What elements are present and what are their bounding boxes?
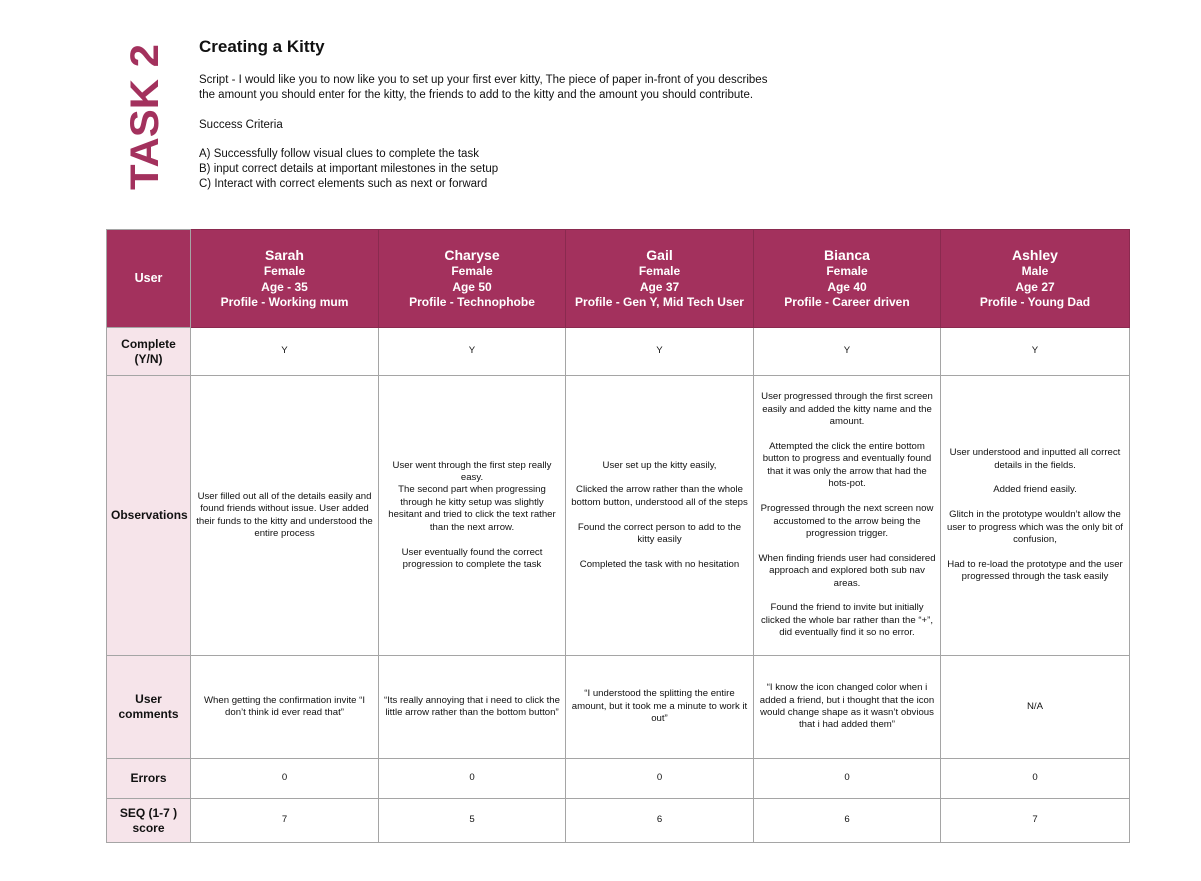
user-age: Age 50 bbox=[452, 279, 492, 294]
observation-paragraph: When finding friends user had considered approach and explored both sub nav areas. bbox=[758, 552, 936, 589]
task-label-text: TASK 2 bbox=[123, 50, 167, 190]
criteria-item: C) Interact with correct elements such as next or forward bbox=[199, 178, 488, 191]
script-line: the amount you should enter for the kitty, the friends to add to the kitty and the amount you should contribute. bbox=[199, 88, 754, 101]
user-profile: Profile - Gen Y, Mid Tech User bbox=[575, 295, 744, 310]
user-name: Bianca bbox=[824, 247, 870, 264]
user-header-row bbox=[107, 230, 1130, 328]
row-header-complete-line: (Y/N) bbox=[134, 351, 163, 366]
observation-paragraph: User progressed through the first screen easily and added the kitty name and the amount. bbox=[761, 391, 933, 428]
user-name: Charyse bbox=[444, 247, 500, 264]
user-age: Age 27 bbox=[1015, 279, 1055, 294]
user-header-ashley bbox=[941, 230, 1130, 328]
user-gender: Female bbox=[826, 264, 868, 279]
user-name: Ashley bbox=[1012, 247, 1058, 264]
observations-cell bbox=[379, 376, 566, 656]
comment-cell: “Its really annoying that i need to click the little arrow rather than the bottom button” bbox=[379, 656, 566, 759]
task-label bbox=[118, 40, 174, 192]
observation-paragraph: Completed the task with no hesitation bbox=[579, 558, 740, 570]
user-header-gail bbox=[566, 230, 754, 328]
errors-cell: 0 bbox=[941, 759, 1130, 799]
observation-paragraph: User went through the first step really easy. The second part when progressing through he kitty setup was slightly hesitant and tried to click the text rather than the next arrow. bbox=[388, 459, 556, 533]
errors-row bbox=[107, 759, 1130, 799]
user-header-charyse bbox=[379, 230, 566, 328]
observation-paragraph: Glitch in the prototype wouldn’t allow the user to progress which was the only bit of confusion, bbox=[947, 509, 1123, 546]
user-header-bianca bbox=[754, 230, 941, 328]
criteria-item: A) Successfully follow visual clues to complete the task bbox=[199, 148, 479, 161]
seq-cell: 7 bbox=[941, 799, 1130, 843]
observation-paragraph: Attempted the click the entire bottom button to progress and eventually found that it was only the arrow that had the hots-pot. bbox=[762, 441, 932, 490]
observation-paragraph: User eventually found the correct progression to complete the task bbox=[401, 546, 543, 570]
user-profile: Profile - Technophobe bbox=[409, 295, 535, 310]
user-gender: Female bbox=[263, 264, 306, 279]
row-header-seq bbox=[107, 799, 191, 843]
seq-cell: 7 bbox=[191, 799, 379, 843]
row-header-complete bbox=[107, 328, 191, 376]
row-header-errors: Errors bbox=[107, 759, 191, 799]
seq-row bbox=[107, 799, 1130, 843]
observation-paragraph: Found the correct person to add to the kitty easily bbox=[577, 521, 742, 546]
task-title: Creating a Kitty bbox=[199, 37, 325, 56]
row-header-comments-line: User bbox=[135, 692, 162, 706]
comment-cell: N/A bbox=[941, 656, 1130, 759]
user-profile: Profile - Young Dad bbox=[979, 295, 1091, 310]
observations-cell bbox=[941, 376, 1130, 656]
complete-row bbox=[107, 328, 1130, 376]
complete-cell: Y bbox=[191, 328, 379, 376]
success-criteria-list bbox=[199, 147, 899, 192]
user-header-sarah bbox=[191, 230, 379, 328]
row-header-comments bbox=[107, 656, 191, 759]
seq-cell: 5 bbox=[379, 799, 566, 843]
user-age: Age 40 bbox=[827, 279, 867, 294]
seq-cell: 6 bbox=[566, 799, 754, 843]
errors-cell: 0 bbox=[566, 759, 754, 799]
errors-cell: 0 bbox=[379, 759, 566, 799]
comments-row bbox=[107, 656, 1130, 759]
comment-cell: “I know the icon changed color when i added a friend, but i thought that the icon would change shape as it wasn’t obvious that i had added them” bbox=[754, 656, 941, 759]
errors-cell: 0 bbox=[191, 759, 379, 799]
user-age: Age 37 bbox=[639, 279, 680, 294]
comment-cell: When getting the confirmation invite “I don’t think id ever read that” bbox=[191, 656, 379, 759]
observations-cell bbox=[566, 376, 754, 656]
user-profile: Profile - Working mum bbox=[220, 295, 349, 310]
script-line: Script - I would like you to now like you to set up your first ever kitty, The piece of paper in-front of you describes bbox=[199, 74, 768, 86]
complete-cell: Y bbox=[941, 328, 1130, 376]
row-header-seq-line: SEQ (1-7 ) bbox=[119, 805, 178, 820]
observations-cell bbox=[191, 376, 379, 656]
complete-cell: Y bbox=[566, 328, 754, 376]
criteria-item: B) input correct details at important milestones in the setup bbox=[199, 163, 499, 176]
row-header-observations: Observations bbox=[107, 376, 191, 656]
complete-cell: Y bbox=[379, 328, 566, 376]
observations-row bbox=[107, 376, 1130, 656]
observation-paragraph: User filled out all of the details easily and found friends without issue. User added their funds to the kitty and understood the entire process bbox=[196, 490, 373, 539]
row-header-comments-line: comments bbox=[118, 707, 179, 721]
row-header-user: User bbox=[107, 230, 191, 328]
observation-paragraph: User understood and inputted all correct details in the fields. bbox=[949, 447, 1121, 471]
observation-paragraph: Clicked the arrow rather than the whole bottom button, understood all of the steps bbox=[571, 484, 748, 508]
user-age: Age - 35 bbox=[261, 279, 308, 294]
user-name: Sarah bbox=[265, 247, 304, 264]
script-text bbox=[199, 73, 899, 103]
results-table bbox=[106, 229, 1130, 843]
observations-cell bbox=[754, 376, 941, 656]
complete-cell: Y bbox=[754, 328, 941, 376]
observation-paragraph: Had to re-load the prototype and the user progressed through the task easily bbox=[947, 558, 1123, 583]
task-header bbox=[199, 36, 899, 192]
success-criteria-heading: Success Criteria bbox=[199, 118, 283, 131]
row-header-seq-line: score bbox=[132, 820, 165, 835]
observation-paragraph: Found the friend to invite but initially clicked the whole bar rather than the “+”, did eventually find it so no error. bbox=[761, 602, 933, 639]
user-name: Gail bbox=[646, 247, 673, 264]
comment-cell: “I understood the splitting the entire amount, but it took me a minute to work it out” bbox=[566, 656, 754, 759]
user-gender: Female bbox=[451, 264, 493, 279]
observation-paragraph: User set up the kitty easily, bbox=[602, 459, 717, 471]
user-profile: Profile - Career driven bbox=[784, 295, 910, 310]
observation-paragraph: Added friend easily. bbox=[993, 484, 1077, 496]
user-gender: Male bbox=[1021, 264, 1049, 279]
errors-cell: 0 bbox=[754, 759, 941, 799]
row-header-complete-line: Complete bbox=[121, 336, 176, 351]
observation-paragraph: Progressed through the next screen now accustomed to the arrow being the progression trigger. bbox=[760, 503, 934, 539]
seq-cell: 6 bbox=[754, 799, 941, 843]
user-gender: Female bbox=[638, 264, 681, 279]
